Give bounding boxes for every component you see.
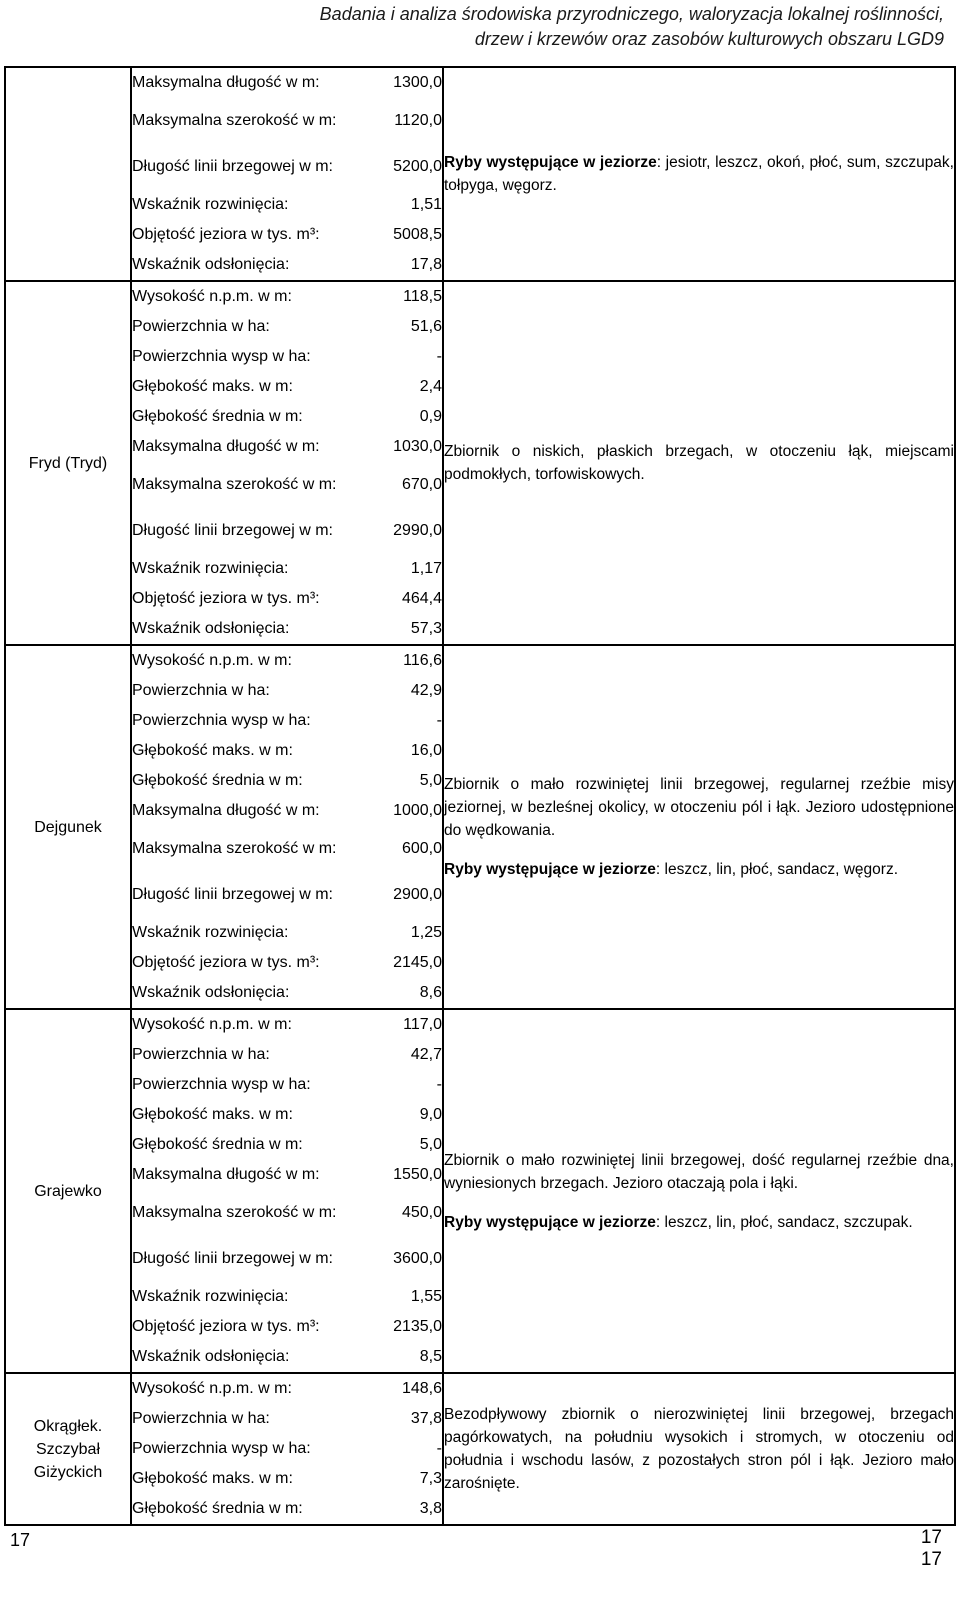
parameter-row <box>132 1160 442 1190</box>
parameter-row <box>132 508 442 554</box>
parameter-label: Objętość jeziora w tys. m³: <box>132 954 320 971</box>
parameter-row <box>132 1070 442 1100</box>
page-number-left: 17 <box>10 1530 31 1550</box>
parameter-row <box>132 432 442 462</box>
parameter-list <box>132 68 442 280</box>
parameter-value: 464,4 <box>401 590 442 607</box>
parameter-label: Głębokość maks. w m: <box>132 1470 293 1487</box>
parameter-list <box>132 1010 442 1372</box>
parameter-label: Głębokość maks. w m: <box>132 378 293 395</box>
parameter-label: Wskaźnik odsłonięcia: <box>132 620 290 637</box>
parameter-label: Powierzchnia w ha: <box>132 318 270 335</box>
parameter-label: Wysokość n.p.m. w m: <box>132 652 292 669</box>
parameter-value: 1300,0 <box>393 74 442 91</box>
parameter-label: Wskaźnik odsłonięcia: <box>132 256 290 273</box>
lake-name: Fryd (Tryd) <box>5 281 131 645</box>
parameter-label: Wskaźnik rozwinięcia: <box>132 924 289 941</box>
parameter-row <box>132 918 442 948</box>
parameter-row <box>132 342 442 372</box>
parameter-value: 42,9 <box>410 682 442 699</box>
parameter-value: - <box>436 1076 442 1093</box>
lake-row <box>5 281 955 645</box>
parameter-value: 42,7 <box>410 1046 442 1063</box>
parameter-row <box>132 402 442 432</box>
parameter-label: Powierzchnia wysp w ha: <box>132 348 311 365</box>
parameter-value: 8,5 <box>419 1348 442 1365</box>
lake-row <box>5 67 955 281</box>
parameter-row <box>132 1100 442 1130</box>
parameter-value: 5008,5 <box>393 226 442 243</box>
parameter-label: Powierzchnia wysp w ha: <box>132 1440 311 1457</box>
parameter-value: 1550,0 <box>393 1166 442 1183</box>
parameter-row <box>132 826 442 872</box>
lake-name <box>5 67 131 281</box>
parameter-row <box>132 1404 442 1434</box>
parameter-value: 2,4 <box>419 378 442 395</box>
parameter-value: - <box>436 1440 442 1457</box>
parameter-row <box>132 68 442 98</box>
parameter-label: Maksymalna szerokość w m: <box>132 840 337 857</box>
parameter-value: 118,5 <box>403 288 442 305</box>
parameter-label: Wskaźnik rozwinięcia: <box>132 560 289 577</box>
lake-description <box>443 281 955 645</box>
parameter-row <box>132 1236 442 1282</box>
parameter-label: Maksymalna szerokość w m: <box>132 1204 337 1221</box>
header-line-2: drzew i krzewów oraz zasobów kulturowych obszaru LGD9 <box>474 29 944 49</box>
fish-species-heading: Ryby występujące w jeziorze <box>444 154 657 171</box>
parameter-label: Wskaźnik rozwinięcia: <box>132 1288 289 1305</box>
parameter-value: - <box>436 348 442 365</box>
parameter-value: 1000,0 <box>393 802 442 819</box>
parameter-row <box>132 98 442 144</box>
parameter-value: 117,0 <box>403 1016 442 1033</box>
parameter-label: Długość linii brzegowej w m: <box>132 522 333 539</box>
parameter-value: 670,0 <box>401 476 442 493</box>
lake-parameters <box>131 645 443 1009</box>
parameter-value: 57,3 <box>410 620 442 637</box>
parameter-value: 1,25 <box>410 924 442 941</box>
parameter-label: Maksymalna długość w m: <box>132 438 320 455</box>
parameter-row <box>132 312 442 342</box>
lake-name: Dejgunek <box>5 645 131 1009</box>
parameter-value: 3600,0 <box>393 1250 442 1267</box>
parameter-list <box>132 282 442 644</box>
parameter-value: 450,0 <box>401 1204 442 1221</box>
parameter-label: Wskaźnik odsłonięcia: <box>132 1348 290 1365</box>
parameter-label: Maksymalna długość w m: <box>132 802 320 819</box>
parameter-label: Głębokość średnia w m: <box>132 408 303 425</box>
description-text: Bezodpływowy zbiornik o nierozwiniętej linii brzegowej, brzegach pagórkowatych, na południu wysokich i stromych, w otoczeniu od południa i wschodu lasów, z pozostałych stron pól i łąk. Jezioro mało zarośnięte. <box>444 1406 954 1492</box>
header-line-1: Badania i analiza środowiska przyrodniczego, waloryzacja lokalnej roślinności, <box>319 4 944 24</box>
parameter-label: Głębokość maks. w m: <box>132 742 293 759</box>
parameter-value: 5,0 <box>419 1136 442 1153</box>
parameter-row <box>132 554 442 584</box>
fish-species <box>444 858 954 881</box>
parameter-label: Powierzchnia wysp w ha: <box>132 712 311 729</box>
parameter-row <box>132 766 442 796</box>
parameter-row <box>132 736 442 766</box>
parameter-value: 16,0 <box>410 742 442 759</box>
lake-description <box>443 1009 955 1373</box>
parameter-label: Powierzchnia w ha: <box>132 1410 270 1427</box>
parameter-value: 0,9 <box>419 408 442 425</box>
parameter-value: 600,0 <box>401 840 442 857</box>
fish-species <box>444 151 954 197</box>
parameter-value: 1,55 <box>410 1288 442 1305</box>
parameter-row <box>132 584 442 614</box>
fish-species-list: : leszcz, lin, płoć, sandacz, węgorz. <box>655 861 898 878</box>
lake-parameters <box>131 1009 443 1373</box>
lake-description <box>443 1373 955 1525</box>
parameter-value: 3,8 <box>419 1500 442 1517</box>
parameter-row <box>132 220 442 250</box>
parameter-row <box>132 144 442 190</box>
parameter-label: Wysokość n.p.m. w m: <box>132 1016 292 1033</box>
parameter-value: 5200,0 <box>393 158 442 175</box>
parameter-row <box>132 978 442 1008</box>
parameter-label: Wskaźnik rozwinięcia: <box>132 196 289 213</box>
lake-name: Grajewko <box>5 1009 131 1373</box>
parameter-value: 9,0 <box>419 1106 442 1123</box>
parameter-value: 1120,0 <box>394 112 442 129</box>
parameter-row <box>132 1282 442 1312</box>
parameter-row <box>132 1130 442 1160</box>
parameter-label: Długość linii brzegowej w m: <box>132 886 333 903</box>
parameter-value: 2135,0 <box>393 1318 442 1335</box>
fish-species-heading: Ryby występujące w jeziorze <box>444 1213 656 1231</box>
parameter-label: Objętość jeziora w tys. m³: <box>132 590 320 607</box>
parameter-value: 51,6 <box>410 318 442 335</box>
parameter-value: 37,8 <box>410 1410 442 1427</box>
parameter-value: 116,6 <box>403 652 442 669</box>
parameter-row <box>132 1464 442 1494</box>
fish-species-list: : leszcz, lin, płoć, sandacz, szczupak. <box>655 1213 913 1231</box>
parameter-value: 8,6 <box>419 984 442 1001</box>
parameter-value: 7,3 <box>419 1470 442 1487</box>
lake-row <box>5 645 955 1009</box>
parameter-value: 1,17 <box>410 560 442 577</box>
parameter-label: Powierzchnia w ha: <box>132 1046 270 1063</box>
parameter-row <box>132 1434 442 1464</box>
parameter-row <box>132 282 442 312</box>
parameter-row <box>132 706 442 736</box>
fish-species-list: : jesiotr, leszcz, okoń, płoć, sum, szczupak, tołpyga, węgorz. <box>444 154 954 194</box>
parameter-row <box>132 372 442 402</box>
parameter-label: Wysokość n.p.m. w m: <box>132 1380 292 1397</box>
parameter-label: Głębokość średnia w m: <box>132 1136 303 1153</box>
parameter-row <box>132 676 442 706</box>
parameter-label: Maksymalna szerokość w m: <box>132 112 337 129</box>
lake-row <box>5 1009 955 1373</box>
parameter-label: Długość linii brzegowej w m: <box>132 1250 333 1267</box>
parameter-row <box>132 1374 442 1404</box>
parameter-row <box>132 250 442 280</box>
parameter-row <box>132 1010 442 1040</box>
parameter-row <box>132 1342 442 1372</box>
page-number-right-2: 17 <box>920 1549 942 1570</box>
lakes-table <box>4 66 956 1526</box>
document-header <box>320 2 944 52</box>
parameter-value: 17,8 <box>410 256 442 273</box>
parameter-row <box>132 796 442 826</box>
parameter-label: Głębokość maks. w m: <box>132 1106 293 1123</box>
parameter-label: Powierzchnia wysp w ha: <box>132 1076 311 1093</box>
parameter-row <box>132 646 442 676</box>
parameter-row <box>132 190 442 220</box>
parameter-label: Maksymalna szerokość w m: <box>132 476 337 493</box>
parameter-value: - <box>436 712 442 729</box>
parameter-value: 148,6 <box>401 1380 442 1397</box>
parameter-row <box>132 872 442 918</box>
parameter-label: Wskaźnik odsłonięcia: <box>132 984 290 1001</box>
parameter-label: Objętość jeziora w tys. m³: <box>132 1318 320 1335</box>
lake-parameters <box>131 67 443 281</box>
parameter-label: Głębokość średnia w m: <box>132 772 303 789</box>
page-number-right-1: 17 <box>920 1527 942 1548</box>
parameter-label: Wysokość n.p.m. w m: <box>132 288 292 305</box>
parameter-list <box>132 646 442 1008</box>
parameter-label: Maksymalna długość w m: <box>132 74 320 91</box>
parameter-label: Głębokość średnia w m: <box>132 1500 303 1517</box>
parameter-value: 2145,0 <box>393 954 442 971</box>
description-text: Zbiornik o mało rozwiniętej linii brzegowej, dość regularnej rzeźbie dna, wyniesionych brzegach. Jezioro otaczają pola i łąki. <box>444 1151 954 1192</box>
lake-name: Okrągłek. Szczybał Giżyckich <box>5 1373 131 1525</box>
page-number-right <box>921 1527 942 1571</box>
parameter-row <box>132 1040 442 1070</box>
parameter-value: 2900,0 <box>393 886 442 903</box>
parameter-value: 1030,0 <box>393 438 442 455</box>
description-text: Zbiornik o niskich, płaskich brzegach, w otoczeniu łąk, miejscami podmokłych, torfowiskowych. <box>444 443 954 483</box>
parameter-row <box>132 462 442 508</box>
lake-parameters <box>131 1373 443 1525</box>
description-text: Zbiornik o mało rozwiniętej linii brzegowej, regularnej rzeźbie misy jeziornej, w bezleśnej okolicy, w otoczeniu pól i łąk. Jezioro udostępnione do wędkowania. <box>444 776 954 839</box>
parameter-label: Długość linii brzegowej w m: <box>132 158 333 175</box>
parameter-label: Objętość jeziora w tys. m³: <box>132 226 320 243</box>
parameter-list <box>132 1374 442 1524</box>
parameter-row <box>132 614 442 644</box>
parameter-row <box>132 948 442 978</box>
lake-parameters <box>131 281 443 645</box>
parameter-label: Maksymalna długość w m: <box>132 1166 320 1183</box>
lake-row <box>5 1373 955 1525</box>
parameter-row <box>132 1494 442 1524</box>
lake-description <box>443 645 955 1009</box>
parameter-row <box>132 1312 442 1342</box>
lake-description <box>443 67 955 281</box>
fish-species <box>444 1211 954 1234</box>
parameter-row <box>132 1190 442 1236</box>
parameter-value: 2990,0 <box>393 522 442 539</box>
fish-species-heading: Ryby występujące w jeziorze <box>444 861 656 878</box>
parameter-value: 1,51 <box>410 196 442 213</box>
parameter-label: Powierzchnia w ha: <box>132 682 270 699</box>
parameter-value: 5,0 <box>419 772 442 789</box>
